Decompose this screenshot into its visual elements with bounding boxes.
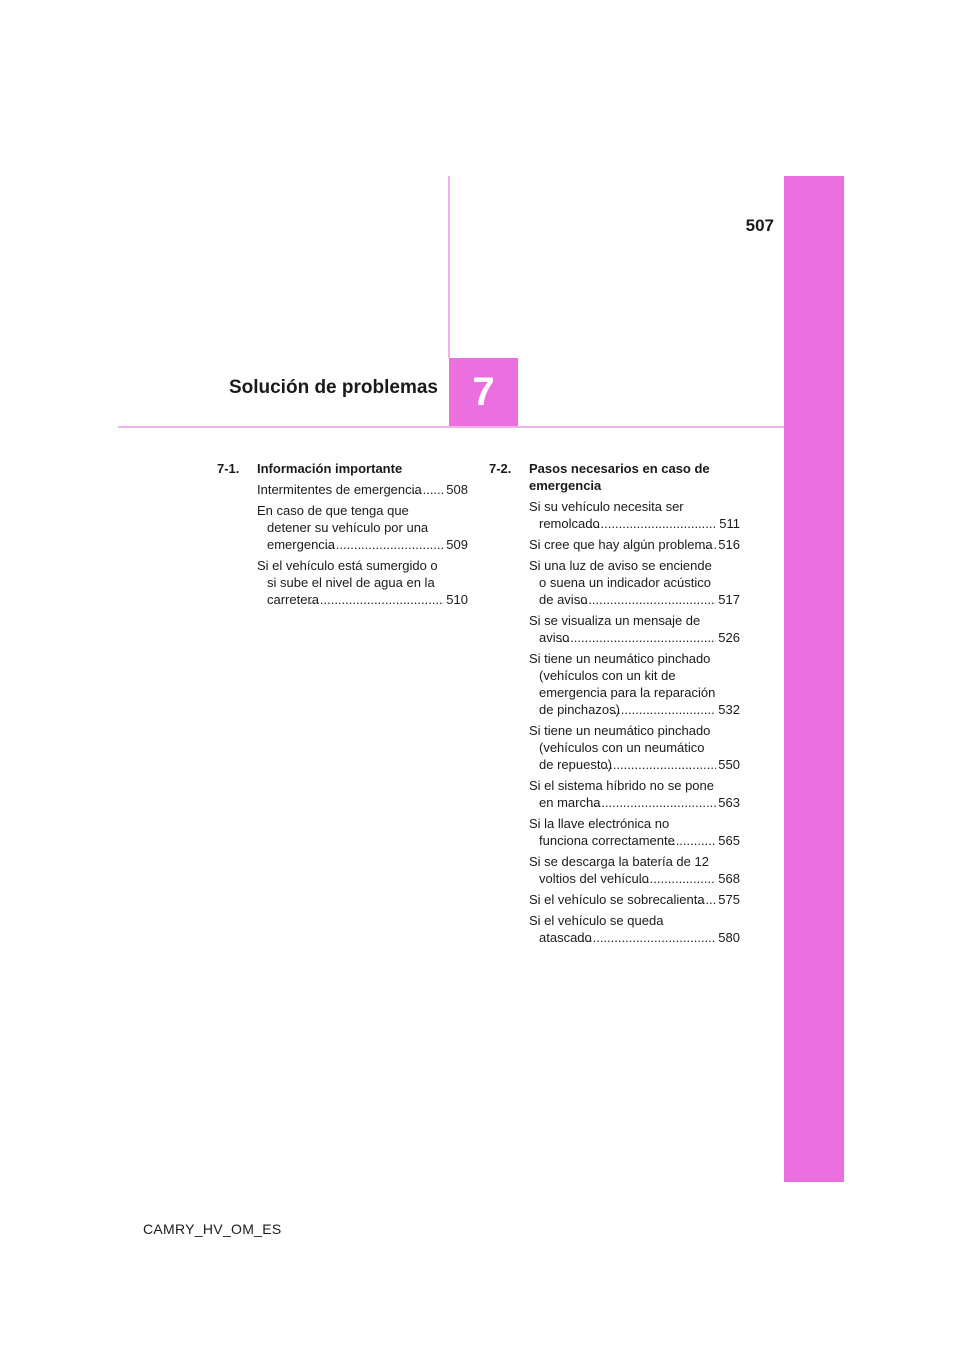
toc-entry-text: Si el sistema híbrido no se pone en marcha ..... (529, 777, 716, 811)
section-number: 7-2. (489, 461, 512, 476)
toc-entry-text: Si cree que hay algún problema ..... (529, 536, 716, 553)
toc-entry[interactable] (529, 891, 740, 908)
toc-entry[interactable] (529, 498, 740, 532)
toc-entry[interactable] (529, 912, 740, 946)
toc-entry-text: Si una luz de aviso se enciende o suena un indicador acústico de aviso ..... (529, 557, 716, 608)
chapter-title: Solución de problemas (228, 377, 438, 398)
toc-entry[interactable] (257, 502, 468, 553)
toc-entry-text: Si se visualiza un mensaje de aviso ..... (529, 612, 716, 646)
toc-entries (217, 481, 468, 608)
chapter-number: 7 (472, 369, 495, 414)
footer-code: CAMRY_HV_OM_ES (143, 1221, 282, 1237)
toc-entry[interactable] (529, 612, 740, 646)
toc-entry-page: 568 (718, 871, 740, 886)
toc-entry[interactable] (529, 536, 740, 553)
toc-entry-page: 508 (446, 482, 468, 497)
toc-entry[interactable] (257, 557, 468, 608)
toc-section-7-1 (217, 460, 468, 612)
toc-entry-page: 526 (718, 630, 740, 645)
section-title: Información importante (257, 461, 403, 476)
toc-entry-text: Si la llave electrónica no funciona correctamente ..... (529, 815, 716, 849)
toc-entry-page: 550 (718, 757, 740, 772)
toc-entry[interactable] (529, 853, 740, 887)
toc-entry-page: 516 (718, 537, 740, 552)
toc-entry-page: 563 (718, 795, 740, 810)
toc-entry-page: 511 (719, 516, 740, 531)
toc-entry-page: 575 (718, 892, 740, 907)
toc-entry-text: Si se descarga la batería de 12 voltios del vehículo ..... (529, 853, 716, 887)
section-heading (217, 460, 468, 477)
section-heading (489, 460, 740, 494)
toc-entry[interactable] (529, 557, 740, 608)
toc-entry[interactable] (529, 815, 740, 849)
toc-entry-text: Si el vehículo se queda atascado ..... (529, 912, 716, 946)
toc-entry[interactable] (529, 722, 740, 773)
toc-entry-text: En caso de que tenga que detener su vehículo por una emergencia ..... (257, 502, 444, 553)
page-number: 507 (745, 216, 774, 235)
section-number: 7-1. (217, 461, 240, 476)
toc-entry-text: Si tiene un neumático pinchado (vehículos con un kit de emergencia para la reparación de pinchazos) ..... (529, 650, 716, 718)
toc-entry-text: Si su vehículo necesita ser remolcado ..... (529, 498, 717, 532)
horizontal-rule (118, 426, 784, 428)
toc-entry-text: Si el vehículo está sumergido o si sube el nivel de agua en la carretera ..... (257, 557, 444, 608)
toc-entry-page: 509 (446, 537, 468, 552)
toc-section-7-2 (489, 460, 740, 950)
toc-entry[interactable] (529, 777, 740, 811)
toc-entries (489, 498, 740, 946)
toc-entry-page: 565 (718, 833, 740, 848)
toc-entry[interactable] (257, 481, 468, 498)
toc-entry[interactable] (529, 650, 740, 718)
toc-entry-page: 580 (718, 930, 740, 945)
vertical-rule (448, 176, 450, 358)
toc-entry-text: Si el vehículo se sobrecalienta ..... (529, 891, 716, 908)
chapter-tab-bar (784, 176, 844, 1182)
toc-entry-text: Si tiene un neumático pinchado (vehículos con un neumático de repuesto) ..... (529, 722, 716, 773)
section-title: Pasos necesarios en caso de emergencia (529, 461, 710, 493)
chapter-number-box (449, 358, 518, 426)
toc-entry-page: 510 (446, 592, 468, 607)
toc-entry-page: 532 (718, 702, 740, 717)
toc-entry-page: 517 (718, 592, 740, 607)
toc-entry-text: Intermitentes de emergencia ..... (257, 481, 444, 498)
